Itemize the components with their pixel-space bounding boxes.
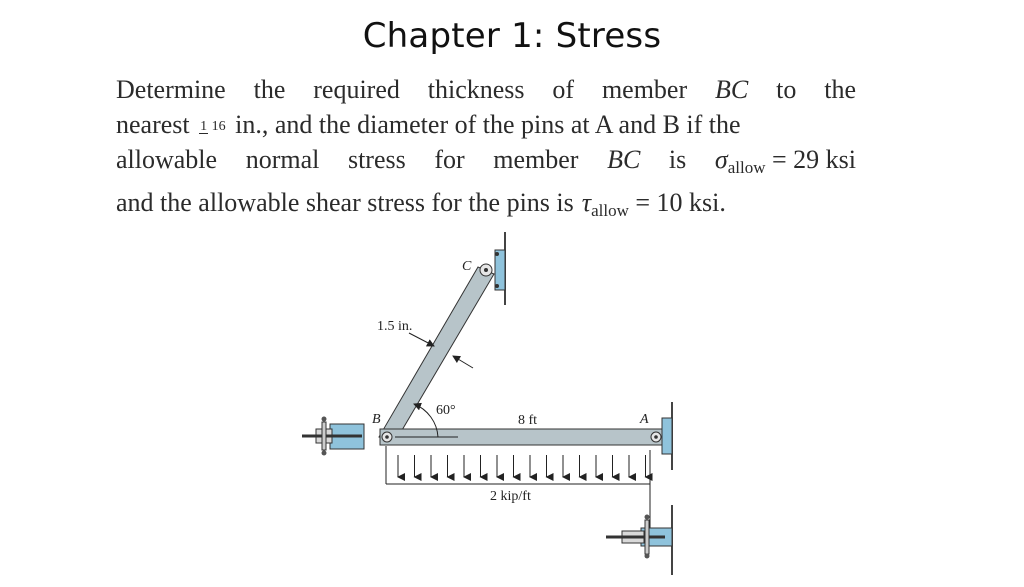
word: member [493,145,579,174]
distributed-load [386,446,650,530]
fraction-numerator: 1 [200,119,208,135]
word: is [668,145,687,174]
wall-a [662,402,672,470]
thickness-arrow-left [409,333,434,346]
sigma-symbol: σ [714,145,728,174]
label-a: A [640,412,649,427]
angle-label: 60° [436,403,456,418]
pin-b-bracket [302,417,364,456]
sigma-subscript: allow [727,158,766,177]
problem-text: in., and the diameter of the pins at A and B if the [235,110,741,139]
thickness-label: 1.5 in. [377,319,413,334]
length-label: 8 ft [518,413,538,428]
word: for [434,145,465,174]
problem-text: and the allowable shear stress for the pins is [116,188,574,217]
word: member [601,75,688,104]
word: nearest [116,110,190,139]
member-bc-text: BC [607,145,641,174]
member-bc-text: BC [715,75,749,104]
word: stress [347,145,406,174]
tau-subscript: allow [591,201,629,220]
word: to [776,75,797,104]
fraction-denominator: 16 [211,119,226,135]
load-arrows [398,455,646,477]
tau-value: = 10 ksi. [635,188,726,217]
load-label: 2 kip/ft [490,489,531,504]
thickness-arrow-right [453,356,473,368]
label-c: C [462,259,472,274]
word: of [552,75,575,104]
word: normal [245,145,320,174]
sigma-value: = 29 ksi [771,145,856,174]
label-b: B [372,412,381,427]
word: allowable [116,145,218,174]
slide-title: Chapter 1: Stress [362,16,662,56]
word: Determine [116,75,226,104]
word: required [313,75,400,104]
word: the [253,75,286,104]
pin-a-bracket [606,505,672,575]
wall-c [495,232,505,305]
word: the [824,75,856,104]
word: thickness [427,75,525,104]
tau-symbol: τ [581,188,592,217]
